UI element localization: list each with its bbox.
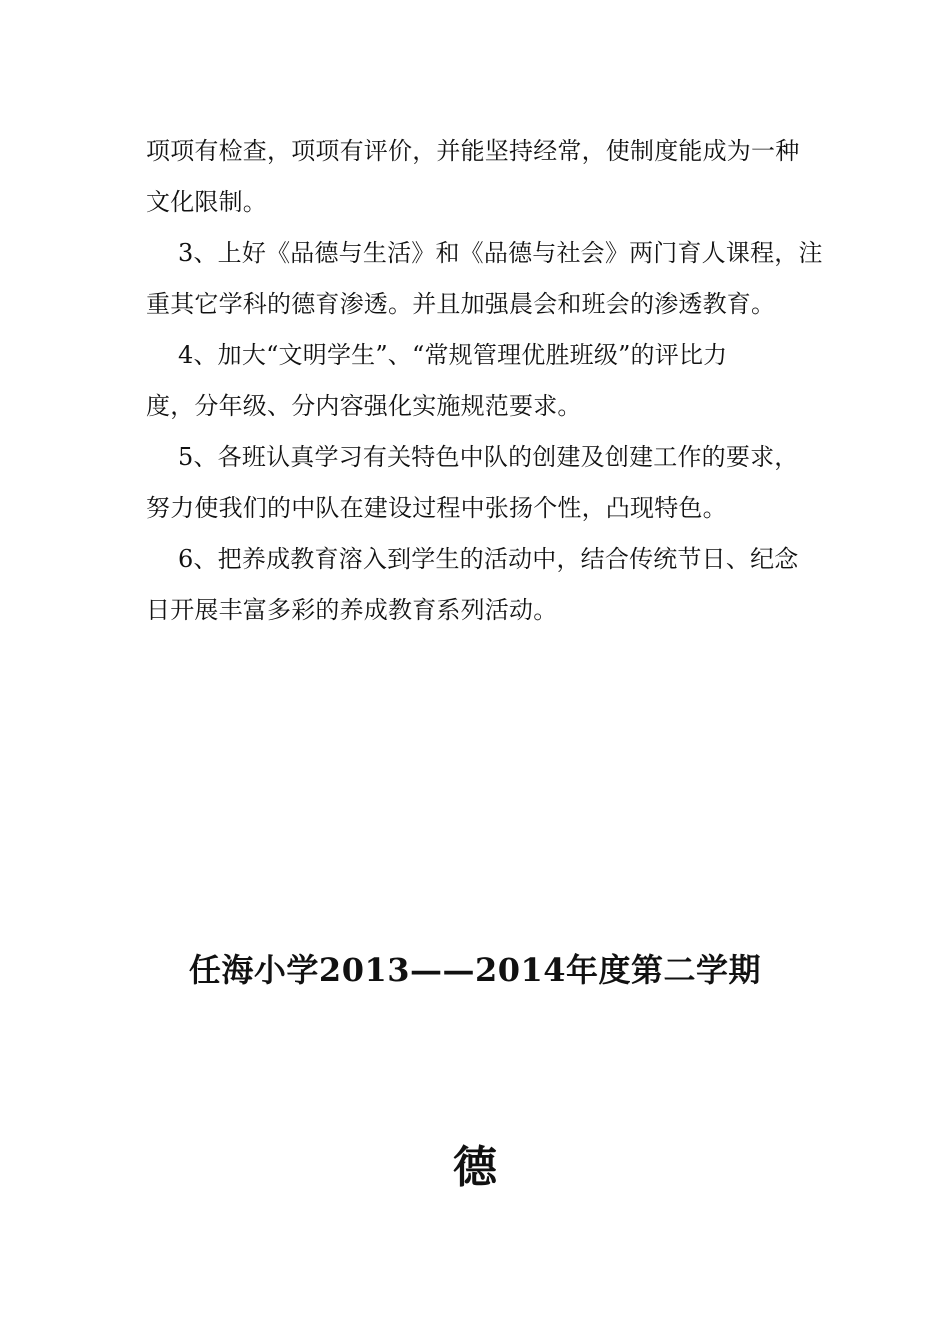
paragraph-line: 4、加大“文明学生”、“常规管理优胜班级”的评比力 — [178, 341, 728, 369]
paragraph-line: 3、上好《品德与生活》和《品德与社会》两门育人课程，注 — [178, 239, 823, 267]
document-title: 任海小学2013——2014年度第二学期 — [188, 951, 762, 989]
document-subtitle-char: 德 — [453, 1142, 497, 1193]
paragraph-line: 项项有检查，项项有评价，并能坚持经常，使制度能成为一种 — [146, 137, 800, 165]
paragraph-line: 度，分年级、分内容强化实施规范要求。 — [146, 392, 582, 420]
body-text — [146, 128, 823, 638]
paragraph-line: 5、各班认真学习有关特色中队的创建及创建工作的要求， — [178, 443, 799, 471]
paragraph-line: 努力使我们的中队在建设过程中张扬个性，凸现特色。 — [146, 494, 727, 522]
paragraph-line: 6、把养成教育溶入到学生的活动中，结合传统节日、纪念 — [178, 545, 799, 573]
paragraph-line: 文化限制。 — [146, 188, 267, 216]
paragraph-line: 重其它学科的德育渗透。并且加强晨会和班会的渗透教育。 — [146, 290, 776, 318]
paragraph-line: 日开展丰富多彩的养成教育系列活动。 — [146, 596, 558, 624]
